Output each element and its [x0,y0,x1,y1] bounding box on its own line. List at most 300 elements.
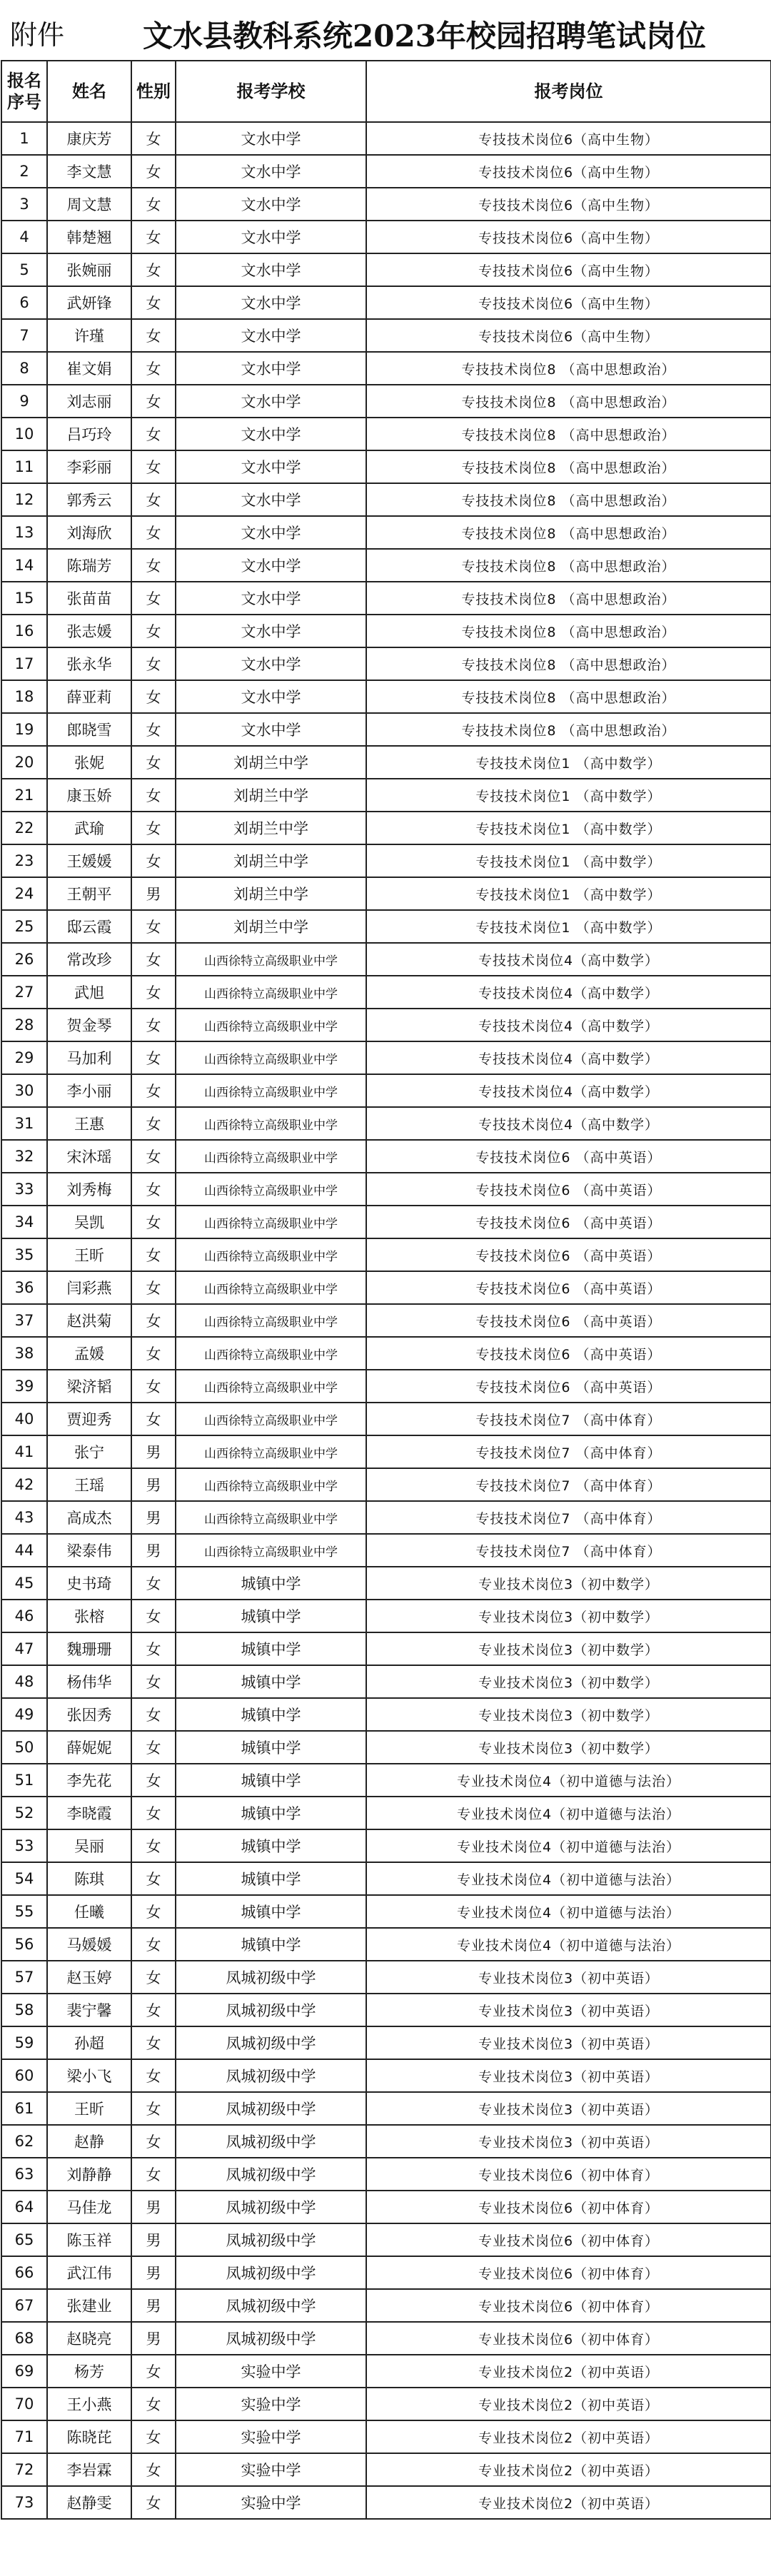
cell-serial-no: 9 [1,385,47,418]
cell-gender: 女 [131,976,176,1009]
cell-name: 张榕 [47,1600,131,1632]
cell-post: 专业技术岗位6（初中体育） [366,2289,771,2322]
cell-school: 文水中学 [176,582,366,615]
cell-school: 文水中学 [176,122,366,155]
cell-serial-no: 24 [1,877,47,910]
cell-post: 专业技术岗位3（初中英语） [366,1961,771,1994]
cell-name: 康玉娇 [47,779,131,812]
cell-name: 梁小飞 [47,2059,131,2092]
cell-school: 凤城初级中学 [176,1961,366,1994]
cell-name: 李文慧 [47,155,131,188]
cell-gender: 女 [131,1665,176,1698]
cell-gender: 女 [131,286,176,319]
cell-post: 专技技术岗位6（高中生物） [366,155,771,188]
cell-post: 专技技术岗位8 （高中思想政治） [366,680,771,713]
cell-serial-no: 50 [1,1731,47,1764]
cell-name: 武瑜 [47,812,131,844]
cell-serial-no: 59 [1,2026,47,2059]
cell-post: 专技技术岗位6（高中生物） [366,286,771,319]
cell-serial-no: 1 [1,122,47,155]
cell-school: 实验中学 [176,2355,366,2388]
cell-gender: 女 [131,2059,176,2092]
cell-post: 专技技术岗位6 （高中英语） [366,1173,771,1206]
cell-serial-no: 56 [1,1928,47,1961]
cell-post: 专业技术岗位3（初中数学） [366,1600,771,1632]
cell-school: 山西徐特立高级职业中学 [176,1206,366,1238]
cell-name: 赵洪菊 [47,1304,131,1337]
table-row [1,1764,771,1797]
cell-gender: 女 [131,1173,176,1206]
table-row [1,2059,771,2092]
cell-school: 山西徐特立高级职业中学 [176,1041,366,1074]
cell-gender: 女 [131,2355,176,2388]
table-row [1,1337,771,1370]
table-row [1,1041,771,1074]
table-row [1,1665,771,1698]
cell-post: 专技技术岗位8 （高中思想政治） [366,418,771,450]
cell-serial-no: 34 [1,1206,47,1238]
table-row [1,1206,771,1238]
cell-gender: 男 [131,2256,176,2289]
cell-post: 专业技术岗位4（初中道德与法治） [366,1928,771,1961]
cell-post: 专技技术岗位7 （高中体育） [366,1534,771,1567]
cell-name: 邸云霞 [47,910,131,943]
table-row [1,286,771,319]
cell-serial-no: 10 [1,418,47,450]
cell-name: 梁济韬 [47,1370,131,1403]
cell-post: 专技技术岗位6 （高中英语） [366,1370,771,1403]
cell-name: 王昕 [47,2092,131,2125]
cell-school: 山西徐特立高级职业中学 [176,1271,366,1304]
table-row [1,516,771,549]
cell-school: 实验中学 [176,2388,366,2420]
table-row [1,155,771,188]
cell-serial-no: 20 [1,746,47,779]
header-name: 姓名 [47,61,131,122]
cell-post: 专业技术岗位3（初中数学） [366,1665,771,1698]
cell-school: 文水中学 [176,155,366,188]
cell-name: 康庆芳 [47,122,131,155]
cell-gender: 女 [131,615,176,647]
cell-name: 刘海欣 [47,516,131,549]
cell-gender: 女 [131,746,176,779]
cell-gender: 女 [131,1829,176,1862]
cell-name: 张志媛 [47,615,131,647]
cell-school: 凤城初级中学 [176,1994,366,2026]
header-serial-no: 报名 序号 [1,61,47,122]
cell-post: 专业技术岗位4（初中道德与法治） [366,1764,771,1797]
cell-serial-no: 73 [1,2486,47,2519]
cell-name: 王朝平 [47,877,131,910]
cell-school: 城镇中学 [176,1665,366,1698]
cell-gender: 男 [131,1501,176,1534]
table-row [1,385,771,418]
table-row [1,2026,771,2059]
cell-name: 张妮 [47,746,131,779]
cell-school: 山西徐特立高级职业中学 [176,1074,366,1107]
table-row [1,1074,771,1107]
cell-school: 文水中学 [176,418,366,450]
table-row [1,1731,771,1764]
cell-school: 山西徐特立高级职业中学 [176,1304,366,1337]
cell-serial-no: 71 [1,2420,47,2453]
table-row [1,1435,771,1468]
table-row [1,549,771,582]
cell-school: 文水中学 [176,253,366,286]
cell-serial-no: 51 [1,1764,47,1797]
cell-school: 文水中学 [176,615,366,647]
cell-school: 文水中学 [176,680,366,713]
cell-gender: 女 [131,1074,176,1107]
cell-school: 凤城初级中学 [176,2289,366,2322]
table-row [1,1173,771,1206]
cell-school: 文水中学 [176,549,366,582]
cell-name: 刘静静 [47,2158,131,2191]
cell-name: 吴丽 [47,1829,131,1862]
cell-post: 专技技术岗位8 （高中思想政治） [366,615,771,647]
table-row [1,2453,771,2486]
cell-school: 城镇中学 [176,1632,366,1665]
cell-post: 专技技术岗位1 （高中数学） [366,844,771,877]
cell-school: 山西徐特立高级职业中学 [176,1435,366,1468]
cell-gender: 女 [131,1370,176,1403]
table-row [1,1797,771,1829]
cell-gender: 女 [131,910,176,943]
table-row [1,221,771,253]
cell-post: 专技技术岗位4（高中数学） [366,1009,771,1041]
table-row [1,582,771,615]
cell-post: 专业技术岗位2（初中英语） [366,2388,771,2420]
table-row [1,910,771,943]
cell-name: 赵静 [47,2125,131,2158]
cell-name: 李小丽 [47,1074,131,1107]
cell-school: 山西徐特立高级职业中学 [176,1140,366,1173]
cell-school: 实验中学 [176,2453,366,2486]
cell-gender: 女 [131,1632,176,1665]
cell-name: 张永华 [47,647,131,680]
table-row [1,1829,771,1862]
table-row [1,2092,771,2125]
cell-school: 刘胡兰中学 [176,844,366,877]
cell-serial-no: 58 [1,1994,47,2026]
cell-serial-no: 72 [1,2453,47,2486]
header-post: 报考岗位 [366,61,771,122]
cell-school: 凤城初级中学 [176,2125,366,2158]
table-row [1,188,771,221]
cell-serial-no: 65 [1,2223,47,2256]
cell-name: 贾迎秀 [47,1403,131,1435]
cell-serial-no: 46 [1,1600,47,1632]
cell-post: 专技技术岗位4（高中数学） [366,1074,771,1107]
cell-school: 文水中学 [176,385,366,418]
cell-post: 专业技术岗位6（初中体育） [366,2158,771,2191]
cell-gender: 女 [131,713,176,746]
cell-gender: 女 [131,1567,176,1600]
table-row [1,1994,771,2026]
table-row [1,1567,771,1600]
cell-name: 孟媛 [47,1337,131,1370]
cell-school: 实验中学 [176,2420,366,2453]
cell-gender: 女 [131,1238,176,1271]
cell-school: 城镇中学 [176,1928,366,1961]
cell-serial-no: 19 [1,713,47,746]
table-row [1,844,771,877]
table-row [1,1534,771,1567]
cell-serial-no: 35 [1,1238,47,1271]
cell-gender: 男 [131,2289,176,2322]
table-row [1,1238,771,1271]
table-row [1,2256,771,2289]
cell-serial-no: 67 [1,2289,47,2322]
cell-post: 专业技术岗位6（初中体育） [366,2322,771,2355]
cell-gender: 女 [131,450,176,483]
cell-post: 专技技术岗位4（高中数学） [366,1107,771,1140]
cell-gender: 女 [131,1862,176,1895]
appendix-label: 附件 [10,19,65,51]
cell-serial-no: 14 [1,549,47,582]
table-row [1,2158,771,2191]
cell-post: 专技技术岗位1 （高中数学） [366,812,771,844]
cell-post: 专技技术岗位6（高中生物） [366,253,771,286]
cell-name: 赵静雯 [47,2486,131,2519]
table-row [1,1698,771,1731]
cell-gender: 女 [131,647,176,680]
cell-school: 文水中学 [176,483,366,516]
cell-school: 文水中学 [176,352,366,385]
cell-name: 李彩丽 [47,450,131,483]
cell-gender: 女 [131,812,176,844]
cell-gender: 女 [131,2486,176,2519]
cell-name: 崔文娟 [47,352,131,385]
cell-name: 周文慧 [47,188,131,221]
cell-name: 李岩霖 [47,2453,131,2486]
header-school: 报考学校 [176,61,366,122]
cell-serial-no: 26 [1,943,47,976]
exam-post-table [1,60,771,2520]
cell-post: 专业技术岗位3（初中英语） [366,2125,771,2158]
cell-gender: 女 [131,1271,176,1304]
cell-name: 陈晓芘 [47,2420,131,2453]
cell-name: 刘秀梅 [47,1173,131,1206]
cell-post: 专技技术岗位8 （高中思想政治） [366,582,771,615]
cell-school: 城镇中学 [176,1567,366,1600]
cell-school: 刘胡兰中学 [176,910,366,943]
cell-serial-no: 4 [1,221,47,253]
table-row [1,1370,771,1403]
table-row [1,1304,771,1337]
cell-school: 山西徐特立高级职业中学 [176,976,366,1009]
cell-gender: 女 [131,2158,176,2191]
cell-post: 专技技术岗位8 （高中思想政治） [366,450,771,483]
cell-serial-no: 43 [1,1501,47,1534]
cell-name: 郎晓雪 [47,713,131,746]
cell-post: 专技技术岗位6（高中生物） [366,122,771,155]
cell-serial-no: 28 [1,1009,47,1041]
cell-name: 王媛媛 [47,844,131,877]
cell-name: 常改珍 [47,943,131,976]
cell-name: 马佳龙 [47,2191,131,2223]
cell-gender: 女 [131,418,176,450]
cell-school: 凤城初级中学 [176,2256,366,2289]
cell-school: 凤城初级中学 [176,2223,366,2256]
cell-post: 专技技术岗位8 （高中思想政治） [366,713,771,746]
table-row [1,1632,771,1665]
cell-serial-no: 61 [1,2092,47,2125]
cell-gender: 男 [131,2223,176,2256]
table-row [1,352,771,385]
cell-post: 专技技术岗位6 （高中英语） [366,1304,771,1337]
cell-school: 文水中学 [176,319,366,352]
cell-school: 凤城初级中学 [176,2191,366,2223]
cell-serial-no: 18 [1,680,47,713]
cell-serial-no: 55 [1,1895,47,1928]
table-row [1,779,771,812]
cell-serial-no: 38 [1,1337,47,1370]
cell-serial-no: 27 [1,976,47,1009]
cell-post: 专技技术岗位4（高中数学） [366,976,771,1009]
cell-post: 专技技术岗位6 （高中英语） [366,1140,771,1173]
document-title: 文水县教科系统2023年校园招聘笔试岗位 [143,19,706,54]
cell-gender: 女 [131,1041,176,1074]
cell-gender: 女 [131,844,176,877]
cell-serial-no: 31 [1,1107,47,1140]
table-row [1,1862,771,1895]
cell-post: 专技技术岗位6（高中生物） [366,319,771,352]
table-body [1,122,771,2519]
cell-serial-no: 66 [1,2256,47,2289]
cell-post: 专技技术岗位1 （高中数学） [366,779,771,812]
cell-gender: 女 [131,1928,176,1961]
cell-serial-no: 57 [1,1961,47,1994]
cell-serial-no: 64 [1,2191,47,2223]
cell-serial-no: 48 [1,1665,47,1698]
cell-gender: 女 [131,1731,176,1764]
cell-name: 刘志丽 [47,385,131,418]
cell-serial-no: 54 [1,1862,47,1895]
cell-serial-no: 63 [1,2158,47,2191]
cell-gender: 女 [131,253,176,286]
cell-post: 专技技术岗位1 （高中数学） [366,877,771,910]
cell-gender: 男 [131,2322,176,2355]
cell-school: 城镇中学 [176,1895,366,1928]
cell-post: 专技技术岗位1 （高中数学） [366,746,771,779]
title-row [0,0,771,60]
table-row [1,746,771,779]
table-row [1,418,771,450]
table-row [1,319,771,352]
cell-school: 城镇中学 [176,1764,366,1797]
cell-gender: 女 [131,2125,176,2158]
cell-post: 专业技术岗位3（初中数学） [366,1567,771,1600]
cell-gender: 女 [131,1895,176,1928]
cell-school: 凤城初级中学 [176,2322,366,2355]
cell-name: 王昕 [47,1238,131,1271]
cell-name: 许瑾 [47,319,131,352]
cell-post: 专业技术岗位3（初中英语） [366,2026,771,2059]
cell-post: 专技技术岗位7 （高中体育） [366,1501,771,1534]
cell-gender: 女 [131,319,176,352]
cell-post: 专技技术岗位8 （高中思想政治） [366,385,771,418]
cell-post: 专业技术岗位3（初中英语） [366,1994,771,2026]
cell-serial-no: 37 [1,1304,47,1337]
cell-school: 山西徐特立高级职业中学 [176,1238,366,1271]
cell-school: 山西徐特立高级职业中学 [176,1173,366,1206]
cell-school: 山西徐特立高级职业中学 [176,1107,366,1140]
cell-gender: 女 [131,943,176,976]
cell-post: 专业技术岗位6（初中体育） [366,2223,771,2256]
cell-gender: 女 [131,2092,176,2125]
cell-gender: 女 [131,549,176,582]
cell-name: 张宁 [47,1435,131,1468]
table-row [1,2191,771,2223]
cell-serial-no: 36 [1,1271,47,1304]
cell-serial-no: 30 [1,1074,47,1107]
cell-serial-no: 11 [1,450,47,483]
cell-post: 专技技术岗位8 （高中思想政治） [366,483,771,516]
cell-serial-no: 7 [1,319,47,352]
cell-name: 王小燕 [47,2388,131,2420]
cell-name: 李晓霞 [47,1797,131,1829]
cell-name: 任曦 [47,1895,131,1928]
table-row [1,1961,771,1994]
cell-gender: 女 [131,2453,176,2486]
cell-gender: 女 [131,1107,176,1140]
cell-serial-no: 47 [1,1632,47,1665]
table-row [1,450,771,483]
cell-gender: 男 [131,2191,176,2223]
cell-post: 专技技术岗位8 （高中思想政治） [366,516,771,549]
cell-post: 专业技术岗位2（初中英语） [366,2355,771,2388]
cell-gender: 女 [131,1764,176,1797]
table-row [1,943,771,976]
table-row [1,1895,771,1928]
cell-post: 专技技术岗位8 （高中思想政治） [366,549,771,582]
cell-school: 凤城初级中学 [176,2059,366,2092]
cell-post: 专技技术岗位4（高中数学） [366,1041,771,1074]
cell-post: 专技技术岗位6（高中生物） [366,188,771,221]
cell-post: 专业技术岗位2（初中英语） [366,2453,771,2486]
cell-name: 张因秀 [47,1698,131,1731]
cell-post: 专业技术岗位3（初中英语） [366,2092,771,2125]
cell-school: 刘胡兰中学 [176,812,366,844]
cell-serial-no: 16 [1,615,47,647]
table-row [1,1501,771,1534]
cell-gender: 女 [131,680,176,713]
cell-school: 凤城初级中学 [176,2026,366,2059]
cell-gender: 男 [131,877,176,910]
cell-gender: 女 [131,385,176,418]
cell-name: 吴凯 [47,1206,131,1238]
cell-gender: 女 [131,2420,176,2453]
cell-post: 专业技术岗位4（初中道德与法治） [366,1797,771,1829]
cell-serial-no: 62 [1,2125,47,2158]
cell-school: 山西徐特立高级职业中学 [176,943,366,976]
cell-name: 张婉丽 [47,253,131,286]
cell-name: 王惠 [47,1107,131,1140]
cell-serial-no: 29 [1,1041,47,1074]
cell-serial-no: 13 [1,516,47,549]
cell-school: 刘胡兰中学 [176,746,366,779]
cell-name: 武妍锋 [47,286,131,319]
cell-name: 马媛媛 [47,1928,131,1961]
cell-serial-no: 2 [1,155,47,188]
cell-gender: 男 [131,1435,176,1468]
cell-serial-no: 6 [1,286,47,319]
cell-gender: 女 [131,1403,176,1435]
cell-serial-no: 33 [1,1173,47,1206]
cell-gender: 女 [131,2026,176,2059]
cell-name: 贺金琴 [47,1009,131,1041]
